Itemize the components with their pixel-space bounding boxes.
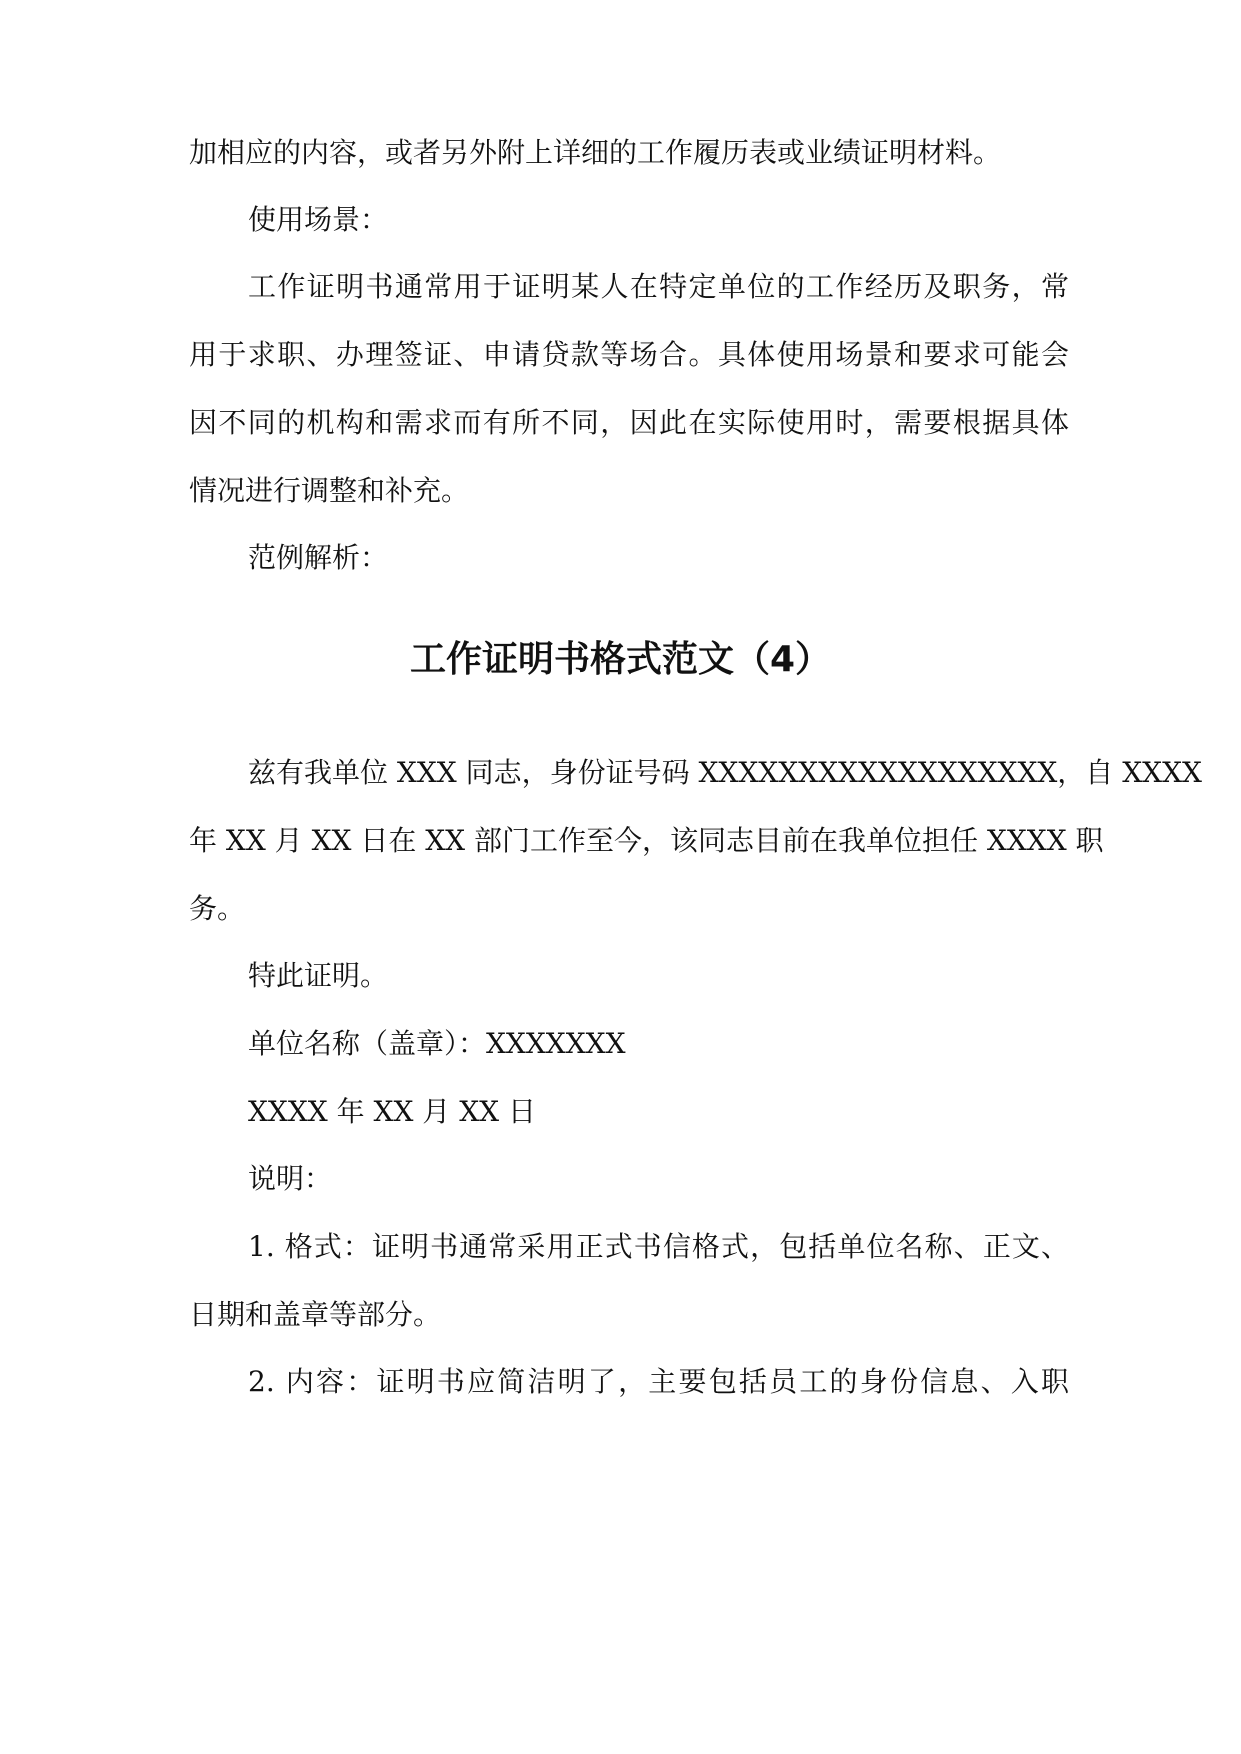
paragraph-line: 情况进行调整和补充。 — [189, 474, 470, 507]
section-heading-usage: 使用场景： — [248, 203, 389, 236]
date-line: XXXX 年 XX 月 XX 日 — [248, 1095, 536, 1128]
note-item: 1. 格式：证明书通常采用正式书信格式，包括单位名称、正文、 — [248, 1230, 1069, 1263]
paragraph-line: 年 XX 月 XX 日在 XX 部门工作至今，该同志目前在我单位担任 XXXX 职 — [189, 824, 1104, 857]
company-seal-line: 单位名称（盖章）：XXXXXXX — [248, 1027, 626, 1060]
note-item-continuation: 日期和盖章等部分。 — [189, 1298, 442, 1331]
notes-heading: 说明： — [248, 1162, 333, 1195]
paragraph-line: 用于求职、办理签证、申请贷款等场合。具体使用场景和要求可能会 — [189, 338, 1069, 371]
paragraph-line: 务。 — [189, 892, 246, 925]
paragraph-line: 加相应的内容，或者另外附上详细的工作履历表或业绩证明材料。 — [189, 136, 1002, 169]
closing-line: 特此证明。 — [248, 959, 389, 992]
paragraph-line: 兹有我单位 XXX 同志，身份证号码 XXXXXXXXXXXXXXXXXX，自 XXXX — [248, 756, 1202, 789]
section-heading-example: 范例解析： — [248, 541, 389, 574]
note-item: 2. 内容：证明书应简洁明了，主要包括员工的身份信息、入职 — [248, 1365, 1069, 1398]
paragraph-line: 工作证明书通常用于证明某人在特定单位的工作经历及职务，常 — [248, 270, 1069, 303]
paragraph-line: 因不同的机构和需求而有所不同，因此在实际使用时，需要根据具体 — [189, 406, 1069, 439]
page-title: 工作证明书格式范文（4） — [409, 639, 832, 680]
